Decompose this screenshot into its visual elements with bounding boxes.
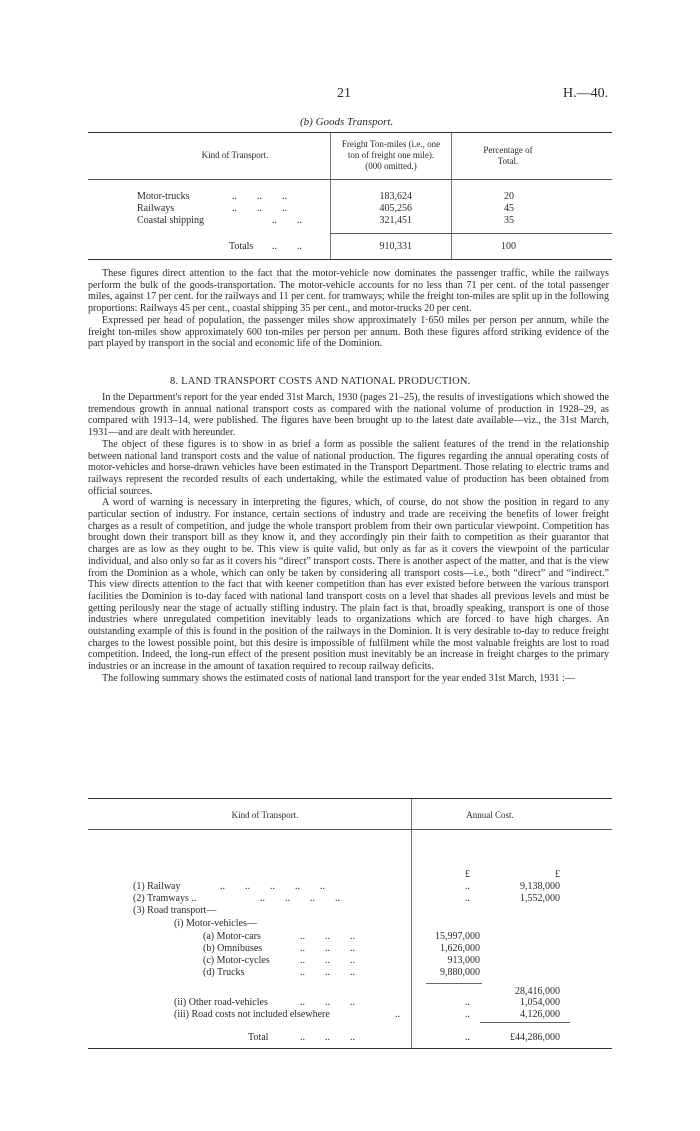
- goods-col-kind-header: Kind of Transport.: [201, 150, 269, 160]
- subtotal-rule: [330, 233, 612, 234]
- paragraph: In the Department's report for the year ended 31st March, 1930 (pages 21–25), the results of investigations which showed the tremendous growth in annual national transport costs as compared with the national volume of production in 1928–29, as compared with 1913–14, were published. The figures have been brought up to the latest date available—viz., the 31st March, 1931—and are dealt with hereunder.: [88, 392, 609, 439]
- subtotal-rule: [480, 1022, 570, 1023]
- cost-row-sub: ..: [465, 881, 470, 892]
- cost-total-sub: ..: [465, 1032, 470, 1043]
- cost-row-total: 1,054,000: [520, 997, 560, 1008]
- cost-row-total: 1,552,000: [520, 893, 560, 904]
- goods-table-title: (b) Goods Transport.: [300, 116, 394, 128]
- goods-row-kind: Motor-trucks: [137, 191, 190, 202]
- goods-total-pct: 100: [501, 241, 516, 252]
- goods-row-pct: 35: [504, 215, 514, 226]
- cost-row-sub: 9,880,000: [440, 967, 480, 978]
- paragraph: A word of warning is necessary in interpreting the figures, which, of course, do not show the position in regard to any particular section of industry. For instance, certain sections of industry and trade are receiving the benefits of lower freight charges as a result of competition, and judge the whole transport problem from their own particular viewpoint. Competition has brought down their transport bill as they know it, and they accordingly pin their faith to competition as their guarantor that charges are as low as they ought to be. This view is quite valid, but only as far as it covers the viewpoint of the particular individual, and also only so far as it covers his “direct” transport costs. There is another aspect of the matter, and that is the view from the Dominion as a whole, which can only be taken by considering all transport costs—i.e., both “direct” and “indirect.” This view directs attention to the fact that with keener competition than has ever existed before between the various transport facilities the Dominion is to-day faced with national land transport costs on a level that shades all previous levels and must be getting perilously near the stage of actually stifling industry. The plain fact is that, broadly speaking, transport is one of those industries where unregulated competition inevitably leads to organizations which are forced to have high charges. An outstanding example of this is found in the position of the railways in the Dominion. It is very desirable to-day to reduce freight charges to the lowest possible point, but this desire is impossible of fulfilment while the most valuable freights are lost to road competition. Indeed, the long-run effect of the present position must inevitably be an increase in freight charges to the primary industries or an increase in the amount of taxation required to recoup railway deficits.: [88, 497, 609, 673]
- cost-row-label: (1) Railway: [133, 881, 181, 892]
- currency-symbol: £: [555, 869, 560, 880]
- header-rule: [88, 179, 612, 180]
- paragraph: These figures direct attention to the fact that the motor-vehicle now dominates the passenger traffic, while the railways perform the bulk of the goods-transportation. The motor-vehicle accounts for no less than 71 per cent. of the total passenger miles, against 17 per cent. for the railways and 11 per cent. for tramways; while the freight ton-miles are split up in the following proportions: Railways 45 per cent., coastal shipping 35 per cent., and motor-trucks 20 per cent.: [88, 268, 609, 315]
- cost-row-label: (a) Motor-cars: [203, 931, 261, 942]
- page-number: 21: [337, 86, 351, 101]
- goods-row-tonmiles: 405,256: [379, 203, 412, 214]
- paragraph: The object of these figures is to show in as brief a form as possible the salient features of the trend in the relationship between national land transport costs and the value of national production. The figures regarding the annual operating costs of motor-vehicles and horse-drawn vehicles have been estimated in the Transport Department. Those relating to electric trams and railways represent the recorded results of each undertaking, while the estimated value of production has been obtained from official sources.: [88, 438, 609, 497]
- cost-row-sub: ..: [465, 997, 470, 1008]
- goods-row-pct: 45: [504, 203, 514, 214]
- cost-row-label: (i) Motor-vehicles—: [174, 918, 257, 929]
- header-rule: [88, 829, 612, 830]
- cost-row-total: 28,416,000: [515, 986, 560, 997]
- cost-row-label: (d) Trucks: [203, 967, 245, 978]
- cost-row-total: 4,126,000: [520, 1009, 560, 1020]
- cost-col-kind-header: Kind of Transport.: [231, 810, 299, 820]
- goods-row-pct: 20: [504, 191, 514, 202]
- cost-col-annual-header: Annual Cost.: [466, 810, 514, 820]
- cost-row-sub: 1,626,000: [440, 943, 480, 954]
- goods-total-label: Totals: [229, 241, 254, 252]
- goods-row-kind: Coastal shipping: [137, 215, 204, 226]
- body-text: [88, 392, 609, 685]
- table-top-rule: [88, 132, 612, 133]
- subtotal-rule: [426, 983, 482, 984]
- cost-row-label: (3) Road transport—: [133, 905, 217, 916]
- goods-col-tonmiles-header: Freight Ton-miles (i.e., one ton of freight one mile). (000 omitted.): [341, 139, 441, 171]
- cost-row-sub: 15,997,000: [435, 931, 480, 942]
- cost-total-value: £44,286,000: [510, 1032, 560, 1043]
- goods-total-tonmiles: 910,331: [379, 241, 412, 252]
- table-bottom-rule: [88, 259, 612, 260]
- cost-row-label: (ii) Other road-vehicles: [174, 997, 268, 1008]
- currency-symbol: £: [465, 869, 470, 880]
- column-divider: [411, 799, 412, 1049]
- goods-col-pct-header: Percentage of Total.: [483, 145, 533, 166]
- cost-row-label: (iii) Road costs not included elsewhere: [174, 1009, 330, 1020]
- cost-row-label: (2) Tramways ..: [133, 893, 197, 904]
- column-divider: [451, 133, 452, 259]
- table-bottom-rule: [88, 1048, 612, 1049]
- goods-row-tonmiles: 183,624: [379, 191, 412, 202]
- cost-row-sub: 913,000: [447, 955, 480, 966]
- cost-row-sub: ..: [465, 893, 470, 904]
- cost-row-sub: ..: [465, 1009, 470, 1020]
- document-reference: H.—40.: [563, 86, 609, 101]
- goods-row-kind: Railways: [137, 203, 175, 214]
- paragraph: Expressed per head of population, the passenger miles show approximately 1·650 miles per person per annum, while the freight ton-miles show approximately 600 ton-miles per person per annum. Both these figures afford striking evidence of the part played by transport in the social and economic life of the Dominion.: [88, 314, 609, 350]
- cost-row-label: (b) Omnibuses: [203, 943, 263, 954]
- goods-row-tonmiles: 321,451: [379, 215, 412, 226]
- table-top-rule: [88, 798, 612, 799]
- column-divider: [330, 133, 331, 259]
- cost-row-total: 9,138,000: [520, 881, 560, 892]
- cost-total-label: Total: [248, 1032, 269, 1043]
- section-heading: 8. LAND TRANSPORT COSTS AND NATIONAL PRODUCTION.: [170, 376, 471, 387]
- paragraph: The following summary shows the estimated costs of national land transport for the year ended 31st March, 1931 :—: [102, 672, 575, 684]
- cost-row-label: (c) Motor-cycles: [203, 955, 270, 966]
- body-text: [88, 268, 609, 350]
